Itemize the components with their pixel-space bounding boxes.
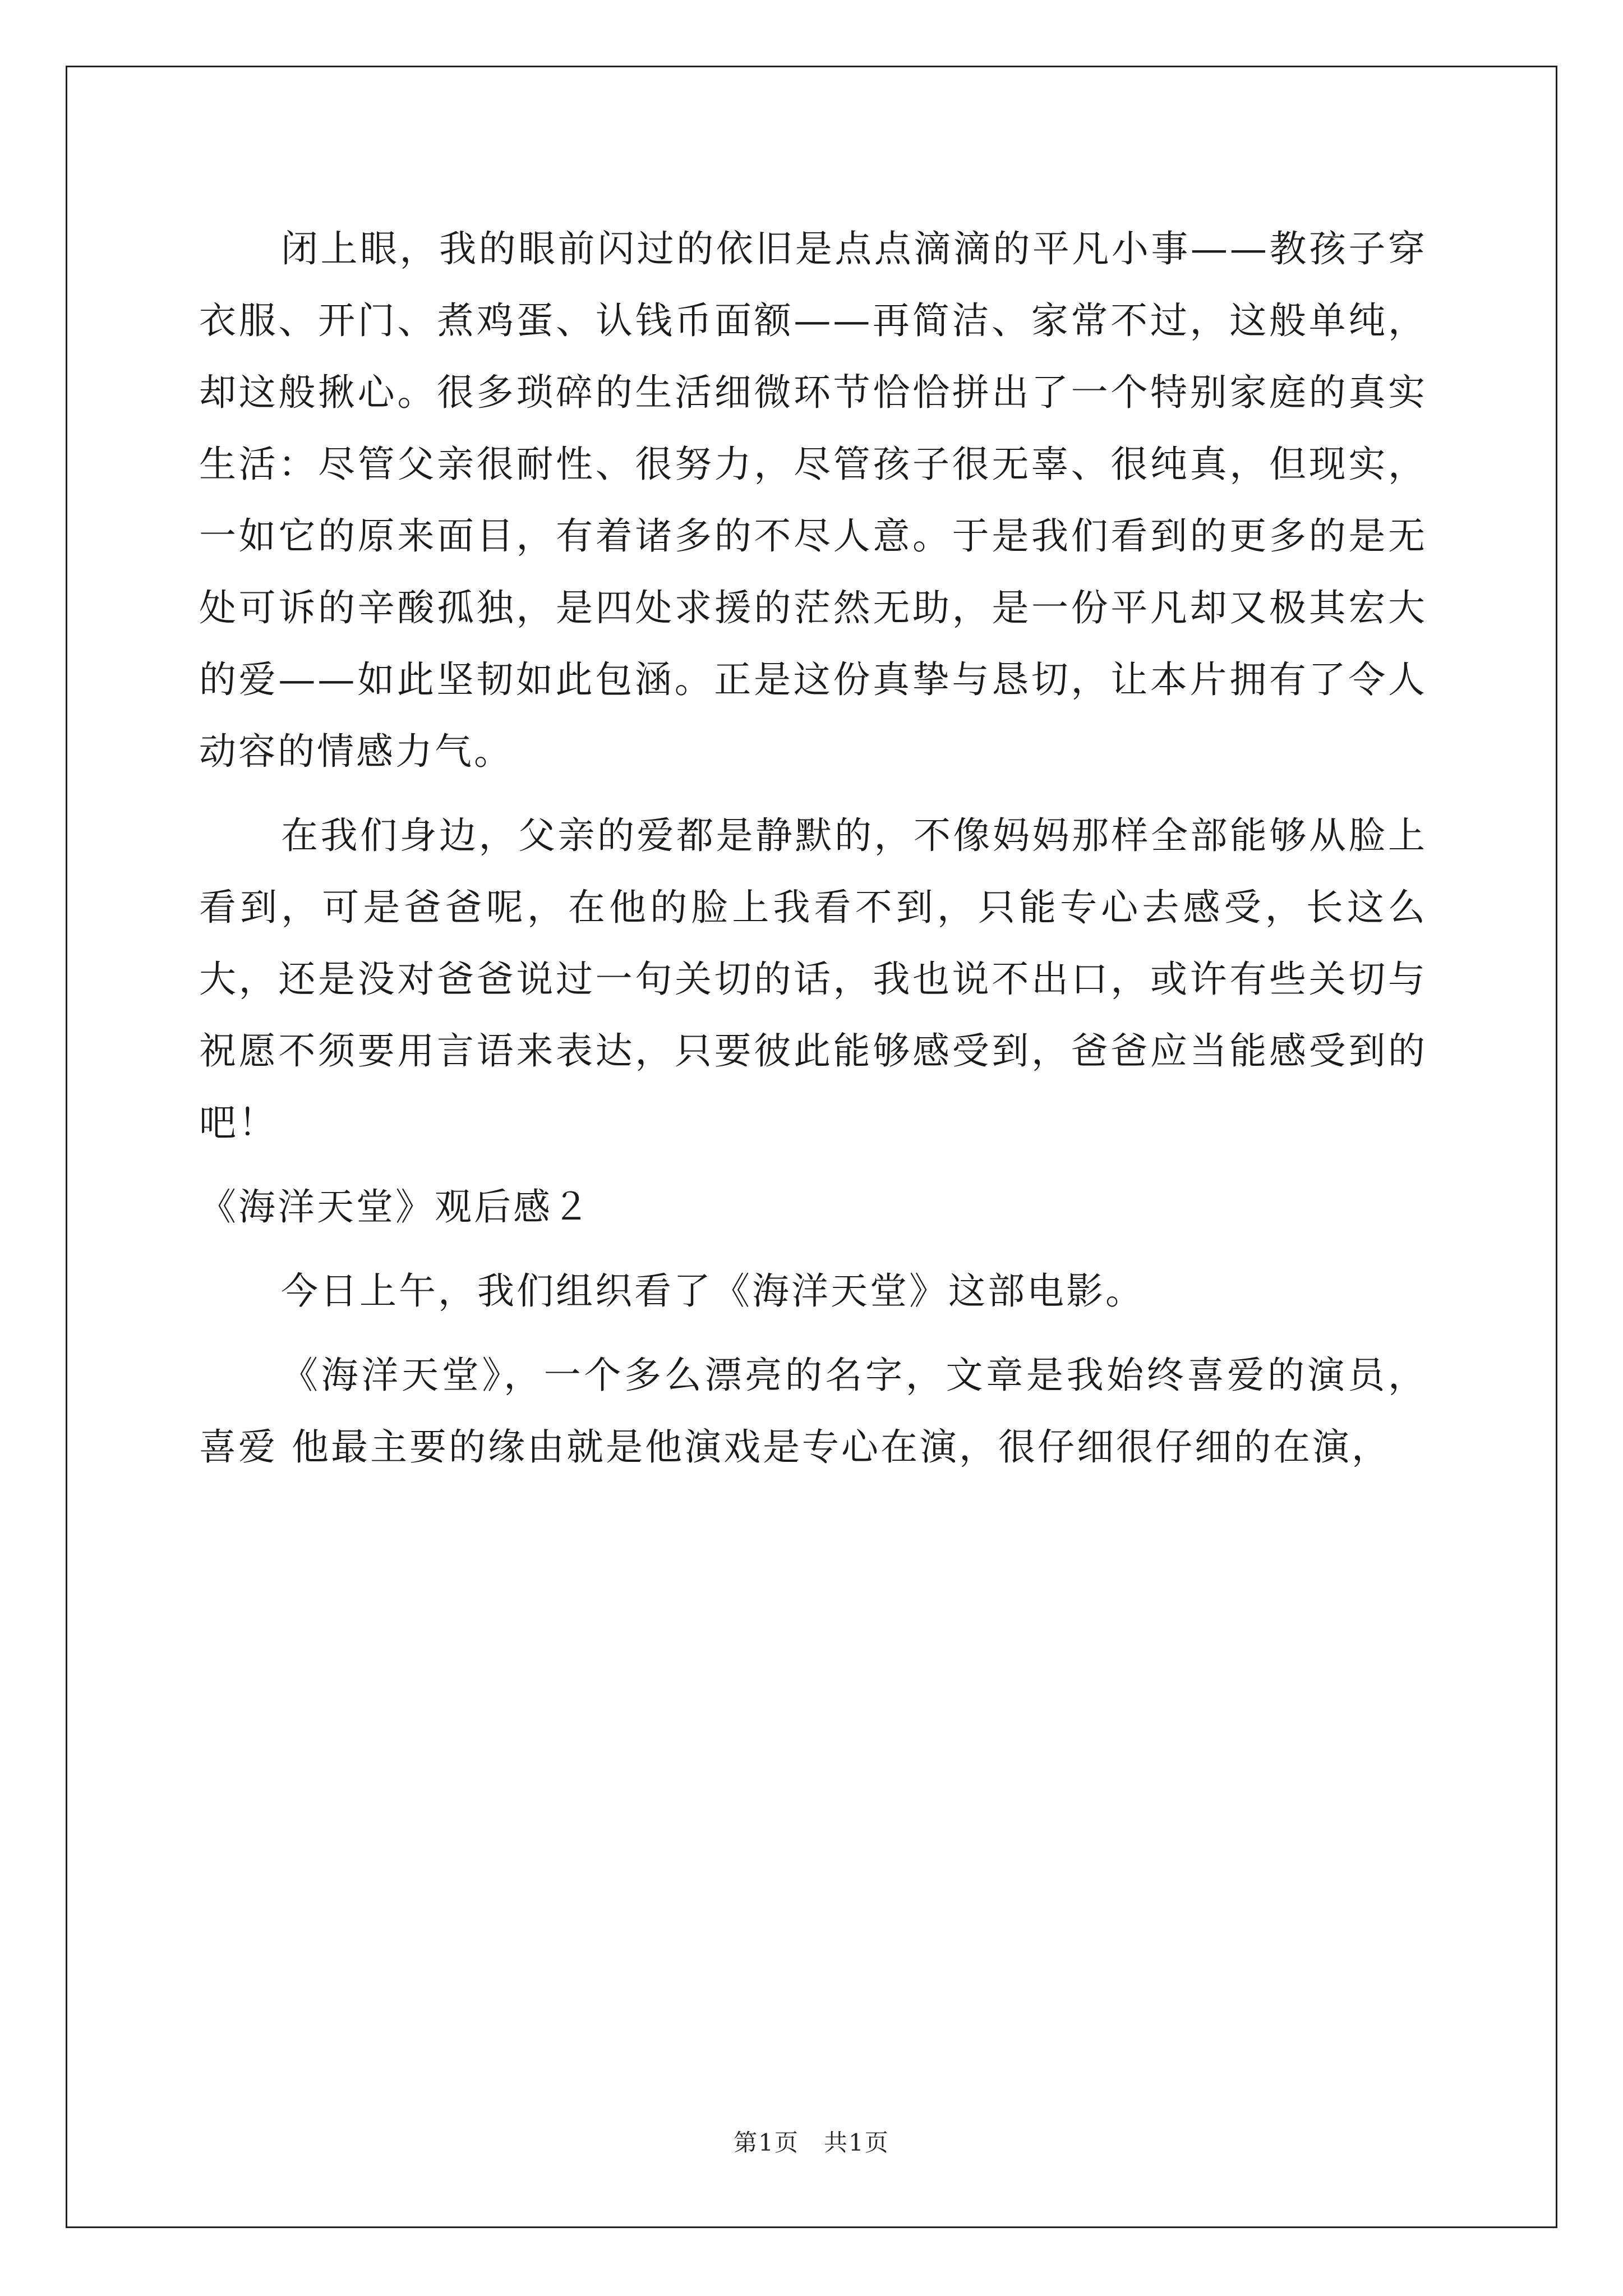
page-footer: 第1页 共1页	[734, 2129, 889, 2156]
paragraph-4: 《海洋天堂》，一个多么漂亮的名字，文章是我始终喜爱的演员，喜爱 他最主要的缘由就是他演戏是专心在演，很仔细很仔细的在演，	[199, 1354, 1427, 1469]
paragraph-3: 今日上午，我们组织看了《海洋天堂》这部电影。	[281, 1269, 1145, 1313]
document-body	[199, 213, 1427, 1483]
paragraph-1: 闭上眼，我的眼前闪过的依旧是点点滴滴的平凡小事——教孩子穿衣服、开门、煮鸡蛋、认钱币面额——再简洁、家常不过，这般单纯，却这般揪心。很多琐碎的生活细微环节恰恰拼出了一个特别家庭的真实生活：尽管父亲很耐性、很努力，尽管孩子很无辜、很纯真，但现实，一如它的原来面目，有着诸多的不尽人意。于是我们看到的更多的是无处可诉的辛酸孤独，是四处求援的茫然无助，是一份平凡却又极其宏大的爱——如此坚韧如此包涵。正是这份真挚与恳切，让本片拥有了令人动容的情感力气。	[199, 227, 1427, 773]
section-heading: 《海洋天堂》观后感２	[199, 1185, 592, 1228]
paragraph-2: 在我们身边，父亲的爱都是静默的，不像妈妈那样全部能够从脸上看到，可是爸爸呢，在他的脸上我看不到，只能专心去感受，长这么大，还是没对爸爸说过一句关切的话，我也说不出口，或许有些关切与祝愿不须要用言语来表达，只要彼此能够感受到，爸爸应当能感受到的吧！	[199, 814, 1427, 1144]
